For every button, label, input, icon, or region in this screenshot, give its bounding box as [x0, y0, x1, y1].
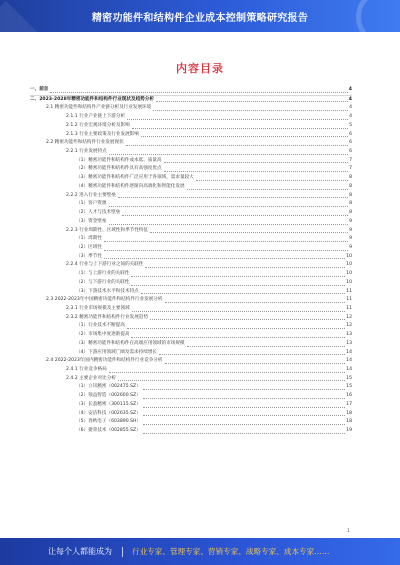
toc-leader-dots: [143, 415, 345, 416]
toc-leader-dots: [143, 407, 345, 408]
toc-entry-label: （3）长盈精密（300115.SZ）: [76, 401, 141, 407]
toc-entry[interactable]: [30, 366, 352, 375]
toc-entry[interactable]: [30, 122, 352, 131]
toc-entry-page: 4: [349, 105, 352, 111]
toc-entry[interactable]: [30, 139, 352, 148]
toc-entry-page: 5: [349, 122, 352, 128]
footer-banner: [0, 538, 400, 565]
toc-entry-page: 18: [346, 419, 352, 425]
toc-entry[interactable]: [30, 95, 352, 105]
toc-entry-label: （3）季节性: [76, 253, 102, 259]
toc-entry[interactable]: [30, 375, 352, 384]
toc-leader-dots: [132, 311, 345, 312]
toc-entry[interactable]: [30, 200, 352, 209]
toc-entry-label: 2.3.1 行业市场规模及主要领域: [66, 305, 130, 311]
toc-entry-page: 11: [346, 305, 352, 311]
toc-entry[interactable]: [30, 218, 352, 227]
top-banner: [0, 0, 400, 32]
toc-heading: 内容目录: [176, 62, 224, 75]
toc-leader-dots: [109, 372, 345, 373]
toc-entry-page: 7: [349, 166, 352, 172]
toc-entry[interactable]: [30, 357, 352, 366]
table-of-contents: [30, 86, 352, 436]
toc-entry-label: 2.3.2 精密功能件和结构件行业发展趋势: [66, 314, 149, 320]
toc-entry[interactable]: [30, 209, 352, 218]
toc-entry-page: 11: [346, 288, 352, 294]
toc-leader-dots: [159, 354, 345, 355]
toc-entry[interactable]: [30, 270, 352, 279]
toc-entry-page: 6: [349, 149, 352, 155]
toc-entry[interactable]: [30, 227, 352, 236]
toc-entry[interactable]: [30, 86, 352, 95]
toc-entry-label: 2.1.2 行业宏观环境分析及影响: [66, 122, 130, 128]
toc-entry[interactable]: [30, 410, 352, 419]
toc-entry-label: 2.4 2022-2023年国内精密功能件和结构件行业竞争分析: [46, 358, 163, 364]
toc-leader-dots: [187, 189, 348, 190]
toc-entry-page: 8: [349, 210, 352, 216]
toc-entry-label: （2）区域性: [76, 244, 102, 250]
toc-entry[interactable]: [30, 296, 352, 305]
toc-leader-dots: [131, 276, 345, 277]
toc-entry[interactable]: [30, 165, 352, 174]
toc-leader-dots: [50, 92, 347, 93]
toc-entry-label: （3）下游技术水平和技术特点: [76, 288, 139, 294]
toc-entry-page: 10: [346, 253, 352, 259]
toc-entry-label: （4）精密功能件和结构件逐渐向高端化和智能化发展: [76, 183, 185, 189]
toc-entry-label: 2.4.2 主要企业对比分析: [66, 375, 116, 381]
toc-entry-label: 2.3 2022-2023年中国精密功能件和结构件行业发展分析: [46, 297, 163, 303]
toc-entry-page: 9: [349, 244, 352, 250]
toc-entry-page: 9: [349, 236, 352, 242]
toc-entry-label: 2.2.3 行业周期性、区域性和季节性特征: [66, 227, 149, 233]
toc-entry[interactable]: [30, 174, 352, 183]
toc-entry[interactable]: [30, 148, 352, 157]
toc-entry-page: 4: [349, 114, 352, 120]
toc-leader-dots: [150, 232, 348, 233]
toc-entry[interactable]: [30, 183, 352, 192]
toc-leader-dots: [153, 110, 348, 111]
toc-entry-page: 10: [346, 279, 352, 285]
toc-entry-label: （3）精密功能件和结构件在高端应用领域的市场规模: [76, 340, 185, 346]
toc-leader-dots: [141, 293, 345, 294]
toc-leader-dots: [143, 398, 345, 399]
toc-leader-dots: [131, 337, 345, 338]
toc-leader-dots: [141, 136, 348, 137]
toc-entry-page: 14: [346, 367, 352, 372]
toc-entry-page: 7: [349, 157, 352, 163]
toc-entry[interactable]: [30, 253, 352, 262]
toc-entry-page: 15: [346, 375, 352, 381]
toc-entry-label: （2）与下游行业的关联性: [76, 279, 130, 285]
toc-entry-page: 15: [346, 384, 352, 390]
toc-leader-dots: [145, 267, 345, 268]
toc-entry-page: 4: [348, 96, 352, 102]
toc-entry-label: （4）安洁科技（002635.SZ）: [76, 410, 141, 416]
toc-leader-dots: [118, 197, 348, 198]
toc-entry[interactable]: [30, 383, 352, 392]
toc-entry-label: （5）春秋电子（603890.SH）: [76, 419, 142, 425]
toc-entry-page: 16: [346, 393, 352, 399]
toc-entry-label: （6）捷荣技术（002855.SZ）: [76, 428, 141, 434]
toc-entry-label: 2.2.1 行业发展特点: [66, 149, 107, 155]
toc-leader-dots: [132, 128, 348, 129]
toc-leader-dots: [164, 171, 348, 172]
toc-entry-label: （2）精密功能件和结构件具有高强度优点: [76, 166, 162, 172]
toc-entry[interactable]: [30, 349, 352, 358]
toc-leader-dots: [131, 285, 345, 286]
toc-entry-label: 一、前言: [30, 87, 49, 92]
footer-slogan: 让每个人都能成为: [48, 547, 112, 556]
toc-entry-page: 11: [346, 297, 352, 303]
toc-entry-label: 2.1 精密功能件和结构件产业链分析及行业发展环境: [46, 105, 152, 111]
toc-entry-page: 4: [348, 87, 352, 92]
toc-entry[interactable]: [30, 113, 352, 122]
toc-entry-page: 18: [346, 410, 352, 416]
toc-entry[interactable]: [30, 279, 352, 288]
toc-entry-label: （1）精密功能件和结构件成本低、质量高: [76, 157, 162, 163]
toc-entry-label: （3）精密功能件和结构件广泛应用于各领域，需求量较大: [76, 175, 194, 181]
toc-entry[interactable]: [30, 305, 352, 314]
toc-entry-label: （1）行业技术不断提高: [76, 323, 125, 329]
toc-entry-page: 8: [349, 183, 352, 189]
toc-entry[interactable]: [30, 401, 352, 410]
toc-entry-page: 13: [346, 340, 352, 346]
toc-leader-dots: [104, 258, 345, 259]
toc-entry-label: 二、2023-2028年精密功能件和结构件行业现状及趋势分析: [30, 96, 154, 102]
toc-entry-page: 14: [346, 349, 352, 355]
toc-leader-dots: [104, 241, 348, 242]
toc-entry[interactable]: [30, 261, 352, 270]
toc-leader-dots: [143, 433, 345, 434]
toc-leader-dots: [104, 250, 348, 251]
toc-leader-dots: [127, 119, 348, 120]
toc-leader-dots: [150, 319, 345, 320]
toc-entry-page: 17: [346, 401, 352, 407]
toc-leader-dots: [143, 389, 345, 390]
toc-entry-label: （1）客户资源: [76, 201, 107, 207]
toc-leader-dots: [165, 363, 346, 364]
toc-entry-label: （2）领益智造（002600.SZ）: [76, 393, 141, 399]
toc-entry[interactable]: [30, 392, 352, 401]
toc-entry[interactable]: [30, 157, 352, 166]
toc-leader-dots: [187, 346, 346, 347]
toc-entry[interactable]: [30, 322, 352, 331]
toc-leader-dots: [126, 145, 348, 146]
toc-entry-page: 12: [346, 314, 352, 320]
toc-entry[interactable]: [30, 314, 352, 323]
toc-entry[interactable]: [30, 427, 352, 436]
toc-leader-dots: [109, 224, 349, 225]
toc-entry-page: 10: [346, 262, 352, 268]
toc-entry[interactable]: [30, 192, 352, 201]
toc-leader-dots: [127, 328, 345, 329]
toc-entry-label: （1）周期性: [76, 236, 102, 242]
toc-entry-page: 9: [349, 218, 352, 224]
toc-leader-dots: [122, 215, 348, 216]
toc-entry-page: 14: [346, 358, 352, 364]
footer-expert-list: 行业专家、管理专家、营销专家、战略专家、成本专家……: [132, 547, 330, 556]
toc-entry-page: 8: [349, 201, 352, 207]
toc-leader-dots: [156, 101, 348, 102]
toc-entry[interactable]: [30, 131, 352, 140]
toc-entry-page: 10: [346, 271, 352, 277]
toc-entry[interactable]: [30, 340, 352, 349]
toc-entry-label: （3）资金壁垒: [76, 218, 107, 224]
toc-entry-page: 19: [346, 428, 352, 434]
report-title: 精密功能件和结构件企业成本控制策略研究报告: [91, 13, 309, 24]
footer-divider: [122, 547, 123, 557]
toc-leader-dots: [109, 206, 349, 207]
toc-entry[interactable]: [30, 235, 352, 244]
toc-entry-label: （2）市场集中度逐渐提高: [76, 332, 130, 338]
toc-entry-page: 6: [349, 140, 352, 146]
toc-entry-label: （2）人才与技术壁垒: [76, 210, 121, 216]
toc-entry-label: 2.2.2 进入行业主要壁垒: [66, 192, 116, 198]
toc-entry[interactable]: [30, 244, 352, 253]
toc-leader-dots: [109, 154, 348, 155]
toc-entry[interactable]: [30, 288, 352, 297]
toc-entry[interactable]: [30, 104, 352, 113]
toc-entry[interactable]: [30, 331, 352, 340]
toc-entry[interactable]: [30, 418, 352, 427]
toc-entry-label: 2.1.3 行业主要政策及行业发展影响: [66, 131, 139, 137]
toc-entry-label: 2.1.1 行业产业链上下游分析: [66, 114, 126, 120]
toc-entry-label: 2.2 精密功能件和结构件行业发展现状: [46, 140, 124, 146]
toc-entry-page: 13: [346, 332, 352, 338]
toc-entry-page: 12: [346, 323, 352, 329]
toc-leader-dots: [196, 180, 348, 181]
toc-entry-label: 2.4.1 行业竞争格局: [66, 367, 107, 372]
toc-entry-label: 2.2.4 行业与上下游行业之间的关联性: [66, 262, 144, 268]
toc-leader-dots: [165, 302, 346, 303]
page-number: 1: [347, 529, 350, 534]
toc-leader-dots: [164, 162, 348, 163]
toc-entry-label: （1）与上游行业的关联性: [76, 271, 130, 277]
toc-leader-dots: [143, 424, 345, 425]
toc-entry-page: 9: [349, 227, 352, 233]
toc-entry-page: 8: [349, 192, 352, 198]
toc-entry-page: 6: [349, 131, 352, 137]
toc-entry-page: 8: [349, 175, 352, 181]
toc-entry-label: （1）立讯精密（002475.SZ）: [76, 384, 141, 390]
toc-leader-dots: [118, 380, 345, 381]
toc-entry-label: （4）下游应用领域广阔及需求持续增长: [76, 349, 158, 355]
